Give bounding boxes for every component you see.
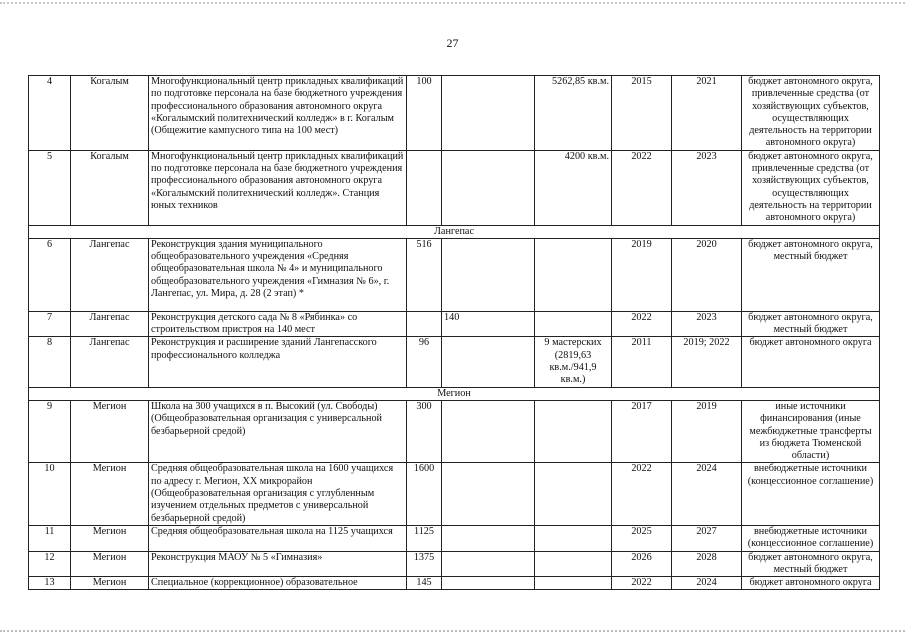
capacity-places-cell: 1125 (407, 525, 442, 551)
funding-source-cell: бюджет автономного округа, местный бюджет (742, 311, 880, 337)
area-cell (535, 463, 612, 525)
end-year-cell: 2020 (672, 238, 742, 311)
table-row (29, 525, 880, 551)
capacity-places-cell (407, 311, 442, 337)
table-row (29, 400, 880, 462)
end-year-cell: 2021 (672, 76, 742, 151)
object-name-cell: Реконструкция здания муниципального общеобразовательного учреждения «Средняя общеобразовательная школа № 4» и муниципального общеобразовательного учреждения «Гимназия № 6», г. Лангепас, ул. Мира, д. 28 (2 этап) * (149, 238, 407, 311)
object-name-cell: Средняя общеобразовательная школа на 1125 учащихся (149, 525, 407, 551)
start-year-cell: 2011 (612, 337, 672, 387)
start-year-cell: 2022 (612, 311, 672, 337)
section-title: Лангепас (29, 225, 880, 238)
table-row (29, 150, 880, 225)
capacity-extra-cell (442, 577, 535, 590)
start-year-cell: 2017 (612, 400, 672, 462)
start-year-cell: 2026 (612, 551, 672, 577)
row-number-cell: 6 (29, 238, 71, 311)
area-cell (535, 400, 612, 462)
object-name-cell: Многофункциональный центр прикладных квалификаций по подготовке персонала на базе бюджетного учреждения профессионального образования автономного округа «Когалымский политехнический колледж» в г. Когалым (Общежитие кампусного типа на 100 мест) (149, 76, 407, 151)
row-number-cell: 11 (29, 525, 71, 551)
row-number-cell: 13 (29, 577, 71, 590)
capacity-extra-cell (442, 400, 535, 462)
object-name-cell: Средняя общеобразовательная школа на 1600 учащихся по адресу г. Мегион, XX микрорайон (Общеобразовательная организация с углубленным изучением отдельных предметов с универсальной безбарьерной средой) (149, 463, 407, 525)
capacity-places-cell: 1600 (407, 463, 442, 525)
construction-objects-table (28, 75, 880, 590)
city-cell: Мегион (71, 577, 149, 590)
end-year-cell: 2019 (672, 400, 742, 462)
city-cell: Мегион (71, 463, 149, 525)
page-number: 27 (446, 36, 459, 50)
object-name-cell: Школа на 300 учащихся в п. Высокий (ул. Свободы) (Общеобразовательная организация с универсальной безбарьерной средой) (149, 400, 407, 462)
area-cell (535, 238, 612, 311)
object-name-cell: Многофункциональный центр прикладных квалификаций по подготовке персонала на базе бюджетного учреждения профессионального образования автономного округа «Когалымский политехнический колледж». Станция юных техников (149, 150, 407, 225)
capacity-extra-cell (442, 150, 535, 225)
table-row (29, 463, 880, 525)
capacity-extra-cell (442, 463, 535, 525)
area-cell: 4200 кв.м. (535, 150, 612, 225)
table-row (29, 551, 880, 577)
table-row (29, 577, 880, 590)
section-title: Мегион (29, 387, 880, 400)
funding-source-cell: внебюджетные источники (концессионное соглашение) (742, 525, 880, 551)
start-year-cell: 2025 (612, 525, 672, 551)
city-cell: Когалым (71, 150, 149, 225)
capacity-places-cell: 516 (407, 238, 442, 311)
area-cell (535, 525, 612, 551)
funding-source-cell: бюджет автономного округа, привлеченные средства (от хозяйствующих субъектов, осуществляющих деятельность на территории автономного округа) (742, 150, 880, 225)
city-cell: Лангепас (71, 311, 149, 337)
capacity-places-cell: 96 (407, 337, 442, 387)
funding-source-cell: иные источники финансирования (иные межбюджетные трансферты из бюджета Тюменской области) (742, 400, 880, 462)
object-name-cell: Реконструкция и расширение зданий Лангепасского профессионального колледжа (149, 337, 407, 387)
area-cell (535, 577, 612, 590)
object-name-cell: Специальное (коррекционное) образовательное (149, 577, 407, 590)
capacity-extra-cell (442, 551, 535, 577)
table-row (29, 337, 880, 387)
scan-artifact-top (0, 2, 905, 9)
city-cell: Мегион (71, 525, 149, 551)
city-cell: Мегион (71, 551, 149, 577)
funding-source-cell: бюджет автономного округа, местный бюджет (742, 551, 880, 577)
funding-source-cell: внебюджетные источники (концессионное соглашение) (742, 463, 880, 525)
capacity-places-cell: 100 (407, 76, 442, 151)
capacity-places-cell: 300 (407, 400, 442, 462)
city-cell: Лангепас (71, 337, 149, 387)
table-row (29, 238, 880, 311)
section-header-row (29, 225, 880, 238)
city-cell: Когалым (71, 76, 149, 151)
city-cell: Мегион (71, 400, 149, 462)
object-name-cell: Реконструкция МАОУ № 5 «Гимназия» (149, 551, 407, 577)
object-name-cell: Реконструкция детского сада № 8 «Рябинка» со строительством пристроя на 140 мест (149, 311, 407, 337)
end-year-cell: 2023 (672, 150, 742, 225)
start-year-cell: 2019 (612, 238, 672, 311)
capacity-extra-cell (442, 238, 535, 311)
start-year-cell: 2022 (612, 463, 672, 525)
end-year-cell: 2023 (672, 311, 742, 337)
capacity-extra-cell (442, 525, 535, 551)
row-number-cell: 8 (29, 337, 71, 387)
row-number-cell: 4 (29, 76, 71, 151)
capacity-extra-cell (442, 76, 535, 151)
funding-source-cell: бюджет автономного округа (742, 577, 880, 590)
end-year-cell: 2024 (672, 463, 742, 525)
row-number-cell: 12 (29, 551, 71, 577)
capacity-places-cell: 145 (407, 577, 442, 590)
area-cell (535, 551, 612, 577)
city-cell: Лангепас (71, 238, 149, 311)
table-row (29, 76, 880, 151)
capacity-places-cell (407, 150, 442, 225)
end-year-cell: 2019; 2022 (672, 337, 742, 387)
end-year-cell: 2028 (672, 551, 742, 577)
row-number-cell: 7 (29, 311, 71, 337)
section-header-row (29, 387, 880, 400)
funding-source-cell: бюджет автономного округа, местный бюджет (742, 238, 880, 311)
start-year-cell: 2015 (612, 76, 672, 151)
funding-source-cell: бюджет автономного округа, привлеченные средства (от хозяйствующих субъектов, осуществляющих деятельность на территории автономного округа) (742, 76, 880, 151)
table-row (29, 311, 880, 337)
area-cell (535, 311, 612, 337)
capacity-extra-cell: 140 (442, 311, 535, 337)
end-year-cell: 2027 (672, 525, 742, 551)
capacity-places-cell: 1375 (407, 551, 442, 577)
area-cell: 5262,85 кв.м. (535, 76, 612, 151)
row-number-cell: 10 (29, 463, 71, 525)
row-number-cell: 5 (29, 150, 71, 225)
start-year-cell: 2022 (612, 577, 672, 590)
area-cell: 9 мастерских (2819,63 кв.м./941,9 кв.м.) (535, 337, 612, 387)
capacity-extra-cell (442, 337, 535, 387)
start-year-cell: 2022 (612, 150, 672, 225)
end-year-cell: 2024 (672, 577, 742, 590)
funding-source-cell: бюджет автономного округа (742, 337, 880, 387)
scan-artifact-bottom (0, 630, 905, 638)
row-number-cell: 9 (29, 400, 71, 462)
